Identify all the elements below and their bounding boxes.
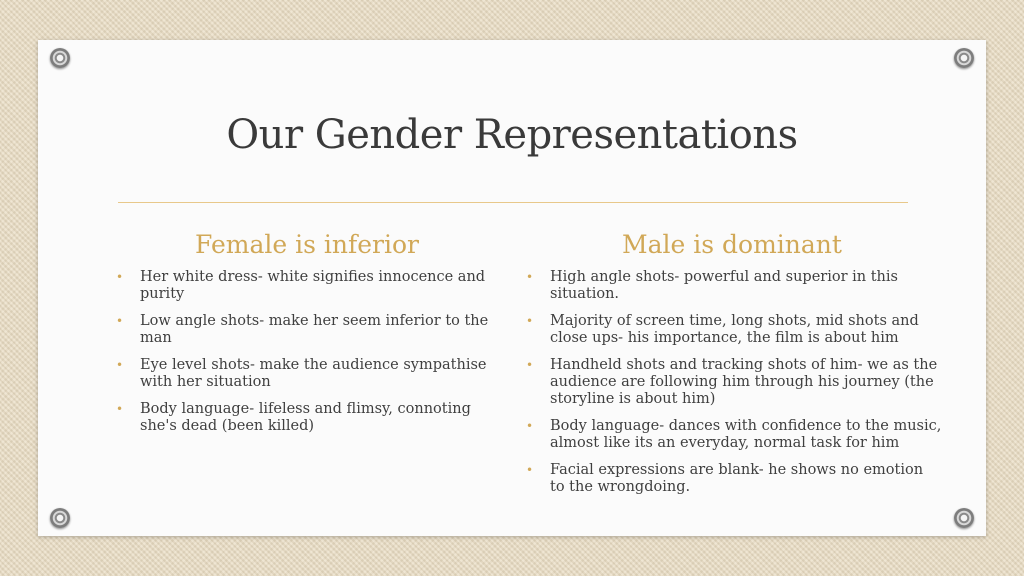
bullet-icon: • (526, 270, 534, 284)
list-item: • Body language- dances with confidence to the music, almost like its an everyday, normal task for him (526, 418, 942, 451)
screw-icon (50, 508, 70, 528)
bullet-icon: • (116, 402, 124, 416)
left-bullet-list (112, 269, 502, 435)
slide-title: Our Gender Representations (226, 112, 798, 158)
list-item: • Majority of screen time, long shots, mid shots and close ups- his importance, the film is about him (526, 313, 919, 346)
bullet-icon: • (116, 314, 124, 328)
screw-icon (954, 508, 974, 528)
bullet-icon: • (526, 358, 534, 372)
right-heading: Male is dominant (622, 230, 842, 259)
title-divider (118, 202, 908, 203)
right-bullet-list (522, 269, 942, 496)
left-heading: Female is inferior (195, 230, 419, 259)
right-column (522, 230, 942, 506)
screw-icon (50, 48, 70, 68)
bullet-icon: • (526, 314, 534, 328)
bullet-icon: • (526, 463, 534, 477)
list-item: • Eye level shots- make the audience sympathise with her situation (116, 357, 487, 390)
list-item: • Low angle shots- make her seem inferior to the man (116, 313, 489, 346)
bullet-icon: • (116, 270, 124, 284)
screw-icon (954, 48, 974, 68)
bullet-icon: • (526, 419, 534, 433)
list-item: • Her white dress- white signifies innocence and purity (116, 269, 486, 302)
list-item: • High angle shots- powerful and superior in this situation. (526, 269, 898, 302)
bullet-icon: • (116, 358, 124, 372)
list-item: • Handheld shots and tracking shots of him- we as the audience are following him through his journey (the storyline is about him) (526, 357, 938, 407)
list-item: • Body language- lifeless and flimsy, connoting she's dead (been killed) (116, 401, 471, 434)
list-item: • Facial expressions are blank- he shows no emotion to the wrongdoing. (526, 462, 924, 495)
slide-card (38, 40, 986, 536)
left-column (112, 230, 502, 445)
